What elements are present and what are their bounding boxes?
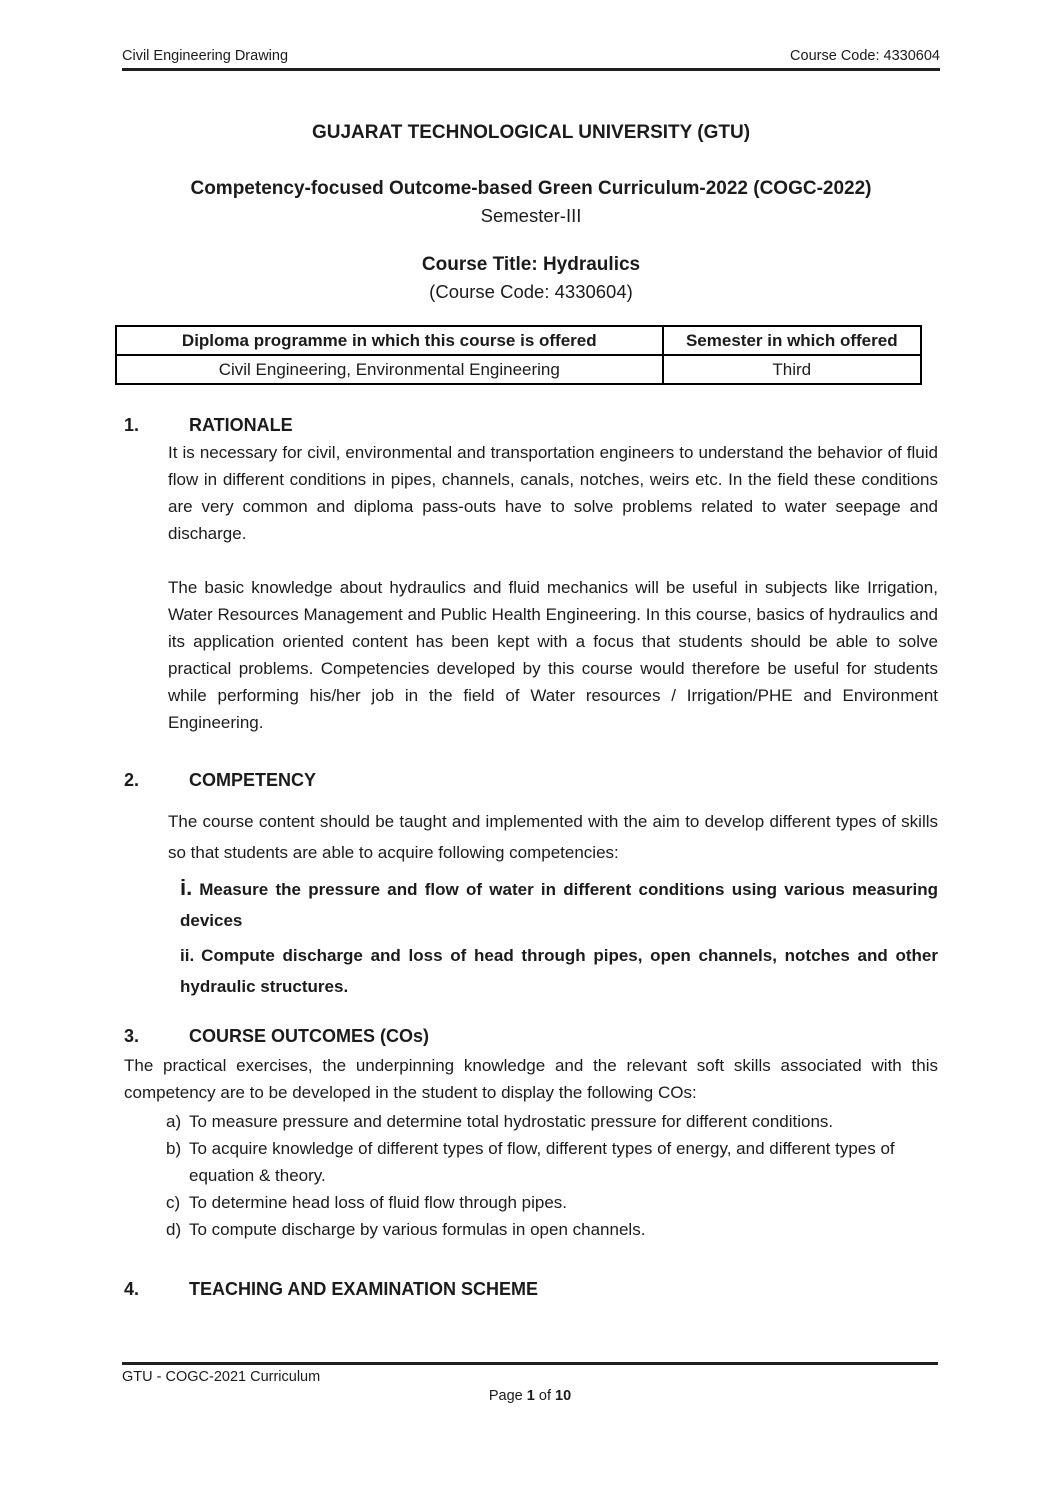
footer-curriculum-label: GTU - COGC-2021 Curriculum xyxy=(122,1369,321,1385)
section-1-number: 1. xyxy=(124,415,140,435)
section-2-heading xyxy=(124,766,938,794)
competency-item-2-marker: ii. xyxy=(180,946,195,965)
outcome-a-marker: a) xyxy=(166,1112,182,1131)
outcome-c-marker: c) xyxy=(166,1193,181,1212)
course-code-subtitle: (Course Code: 4330604) xyxy=(429,281,633,302)
offer-table-header-programme: Diploma programme in which this course is offered xyxy=(116,326,663,355)
section-1-heading xyxy=(124,411,938,439)
section-teaching-scheme xyxy=(124,1275,938,1303)
semester-subtitle: Semester-III xyxy=(480,205,582,226)
list-item-outcome-d xyxy=(124,1216,938,1243)
outcome-d-text: To compute discharge by various formulas in open channels. xyxy=(189,1220,646,1239)
offer-table-header-row xyxy=(116,326,921,355)
section-4-number: 4. xyxy=(124,1279,140,1299)
section-1-title: RATIONALE xyxy=(189,415,293,435)
section-3-title: COURSE OUTCOMES (COs) xyxy=(189,1026,430,1046)
outcome-d-marker: d) xyxy=(166,1220,182,1239)
header-course-code: Course Code: 4330604 xyxy=(790,48,940,64)
offer-table-header-semester: Semester in which offered xyxy=(663,326,921,355)
outcome-b-marker: b) xyxy=(166,1139,182,1158)
section-4-heading xyxy=(124,1275,938,1303)
section-course-outcomes xyxy=(124,1022,938,1243)
offer-table-cell-programme: Civil Engineering, Environmental Engineering xyxy=(116,355,663,384)
competency-item-1-marker: i. xyxy=(180,875,193,900)
footer-page-prefix: Page xyxy=(488,1388,523,1404)
page-header xyxy=(122,48,940,71)
offer-table-cell-semester: Third xyxy=(663,355,921,384)
list-item-outcome-a xyxy=(124,1108,938,1135)
footer-page-number xyxy=(122,1388,938,1404)
section-3-heading xyxy=(124,1022,938,1050)
outcomes-list xyxy=(124,1108,938,1243)
rationale-paragraph-1: It is necessary for civil, environmental and transportation engineers to understand the behavior of fluid flow in different conditions in pipes, channels, canals, notches, weirs etc. In the field these conditions are very common and diploma pass-outs have to solve problems related to water seepage and discharge. xyxy=(168,443,938,543)
section-3-number: 3. xyxy=(124,1026,140,1046)
section-2-number: 2. xyxy=(124,770,140,790)
footer-page-of: of xyxy=(538,1388,551,1404)
university-title: GUJARAT TECHNOLOGICAL UNIVERSITY (GTU) xyxy=(311,122,751,143)
page-footer xyxy=(122,1362,938,1404)
curriculum-title: Competency-focused Outcome-based Green Curriculum-2022 (COGC-2022) xyxy=(190,178,872,199)
outcome-a-text: To measure pressure and determine total hydrostatic pressure for different conditions. xyxy=(189,1112,834,1131)
table-row xyxy=(116,355,921,384)
section-competency xyxy=(124,766,938,1002)
rationale-paragraph-2: The basic knowledge about hydraulics and fluid mechanics will be useful in subjects like Irrigation, Water Resources Management and Public Health Engineering. In this course, basics of hydraulics and its application oriented content has been kept with a focus that students should be able to solve practical problems. Competencies developed by this course would therefore be useful for students while performing his/her job in the field of Water resources / Irrigation/PHE and Environment Engineering. xyxy=(168,578,938,732)
section-2-title: COMPETENCY xyxy=(189,770,317,790)
competency-item-1 xyxy=(180,872,938,936)
header-running-title: Civil Engineering Drawing xyxy=(122,48,289,64)
list-item-outcome-b xyxy=(124,1135,938,1189)
offer-table xyxy=(115,325,922,385)
page-content xyxy=(124,72,938,1303)
list-item-outcome-c xyxy=(124,1189,938,1216)
competency-item-2-text: Compute discharge and loss of head through pipes, open channels, notches and other hydraulic structures. xyxy=(180,946,938,996)
footer-page-current: 1 xyxy=(526,1388,535,1404)
outcome-b-text: To acquire knowledge of different types of flow, different types of energy, and different types of equation & theory. xyxy=(189,1139,895,1185)
competency-item-1-text: Measure the pressure and flow of water in different conditions using various measuring devices xyxy=(180,880,938,930)
competency-intro: The course content should be taught and implemented with the aim to develop different types of skills so that students are able to acquire following competencies: xyxy=(168,812,938,862)
course-title: Course Title: Hydraulics xyxy=(421,254,641,275)
outcome-c-text: To determine head loss of fluid flow through pipes. xyxy=(189,1193,568,1212)
section-rationale xyxy=(124,411,938,736)
outcomes-intro: The practical exercises, the underpinning knowledge and the relevant soft skills associated with this competency are to be developed in the student to display the following COs: xyxy=(124,1056,938,1102)
competency-item-2 xyxy=(180,940,938,1002)
footer-page-total: 10 xyxy=(555,1388,572,1404)
section-4-title: TEACHING AND EXAMINATION SCHEME xyxy=(189,1279,539,1299)
